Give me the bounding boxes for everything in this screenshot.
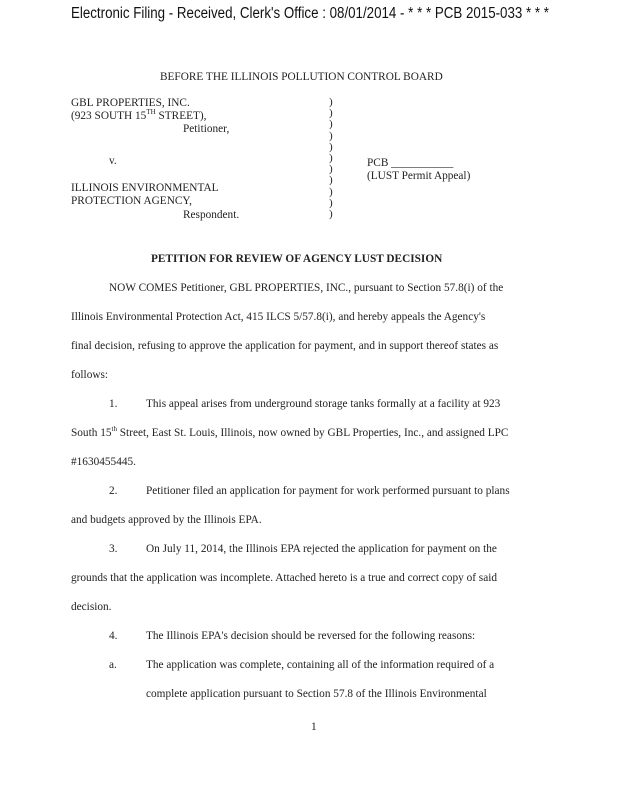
paragraph-1-line1: This appeal arises from underground storage tanks formally at a facility at 923	[146, 398, 501, 410]
paragraph-1-line2	[71, 427, 508, 439]
paragraph-4-number: 4.	[109, 630, 118, 642]
respondent-line2: PROTECTION AGENCY,	[71, 195, 192, 207]
paragraph-3-number: 3.	[109, 543, 118, 555]
board-heading: BEFORE THE ILLINOIS POLLUTION CONTROL BOARD	[160, 71, 443, 83]
petition-title: PETITION FOR REVIEW OF AGENCY LUST DECISION	[151, 253, 443, 265]
petitioner-address-sup: TH	[146, 108, 156, 117]
paragraph-2-number: 2.	[109, 485, 118, 497]
paragraph-1-line2-post: Street, East St. Louis, Illinois, now owned by GBL Properties, Inc., and assigned LPC	[116, 427, 509, 439]
intro-line3: final decision, refusing to approve the application for payment, and in support thereof states as	[71, 340, 499, 352]
respondent-role: Respondent.	[183, 209, 240, 221]
paragraph-3-line1: On July 11, 2014, the Illinois EPA rejected the application for payment on the	[146, 543, 497, 555]
caption-parentheses: ) ) ) ) ) ) ) ) ) ) )	[329, 96, 333, 221]
intro-line2: Illinois Environmental Protection Act, 415 ILCS 5/57.8(i), and hereby appeals the Agency's	[71, 311, 486, 323]
petitioner-role: Petitioner,	[183, 123, 230, 135]
paragraph-2-line1: Petitioner filed an application for payment for work performed pursuant to plans	[146, 485, 510, 497]
page-number: 1	[311, 721, 317, 733]
pcb-number: PCB ___________	[367, 157, 454, 169]
paragraph-1-line2-pre: South 15	[71, 427, 112, 439]
respondent-line1: ILLINOIS ENVIRONMENTAL	[71, 182, 219, 194]
petitioner-name: GBL PROPERTIES, INC.	[71, 97, 190, 109]
paragraph-1-line2-sup: th	[111, 425, 117, 434]
petitioner-address	[71, 110, 207, 123]
subparagraph-a-number: a.	[109, 659, 117, 671]
petitioner-address-pre: (923 SOUTH 15	[71, 110, 147, 122]
paragraph-3-line3: decision.	[71, 601, 112, 613]
paragraph-1-number: 1.	[109, 398, 118, 410]
filing-header: Electronic Filing - Received, Clerk's Office : 08/01/2014 - * * * PCB 2015-033 * * *	[71, 5, 549, 22]
paragraph-4-line1: The Illinois EPA's decision should be reversed for the following reasons:	[146, 630, 476, 642]
versus: v.	[109, 155, 117, 167]
subparagraph-a-line1: The application was complete, containing all of the information required of a	[146, 659, 495, 671]
appeal-type: (LUST Permit Appeal)	[367, 170, 471, 182]
intro-line1: NOW COMES Petitioner, GBL PROPERTIES, INC., pursuant to Section 57.8(i) of the	[109, 282, 504, 294]
subparagraph-a-line2: complete application pursuant to Section 57.8 of the Illinois Environmental	[146, 688, 487, 700]
paragraph-1-line3: #1630455445.	[71, 456, 136, 468]
intro-line4: follows:	[71, 369, 109, 381]
petitioner-address-post: STREET),	[155, 110, 207, 122]
paragraph-2-line2: and budgets approved by the Illinois EPA.	[71, 514, 262, 526]
paragraph-3-line2: grounds that the application was incomplete. Attached hereto is a true and correct copy of said	[71, 572, 497, 584]
